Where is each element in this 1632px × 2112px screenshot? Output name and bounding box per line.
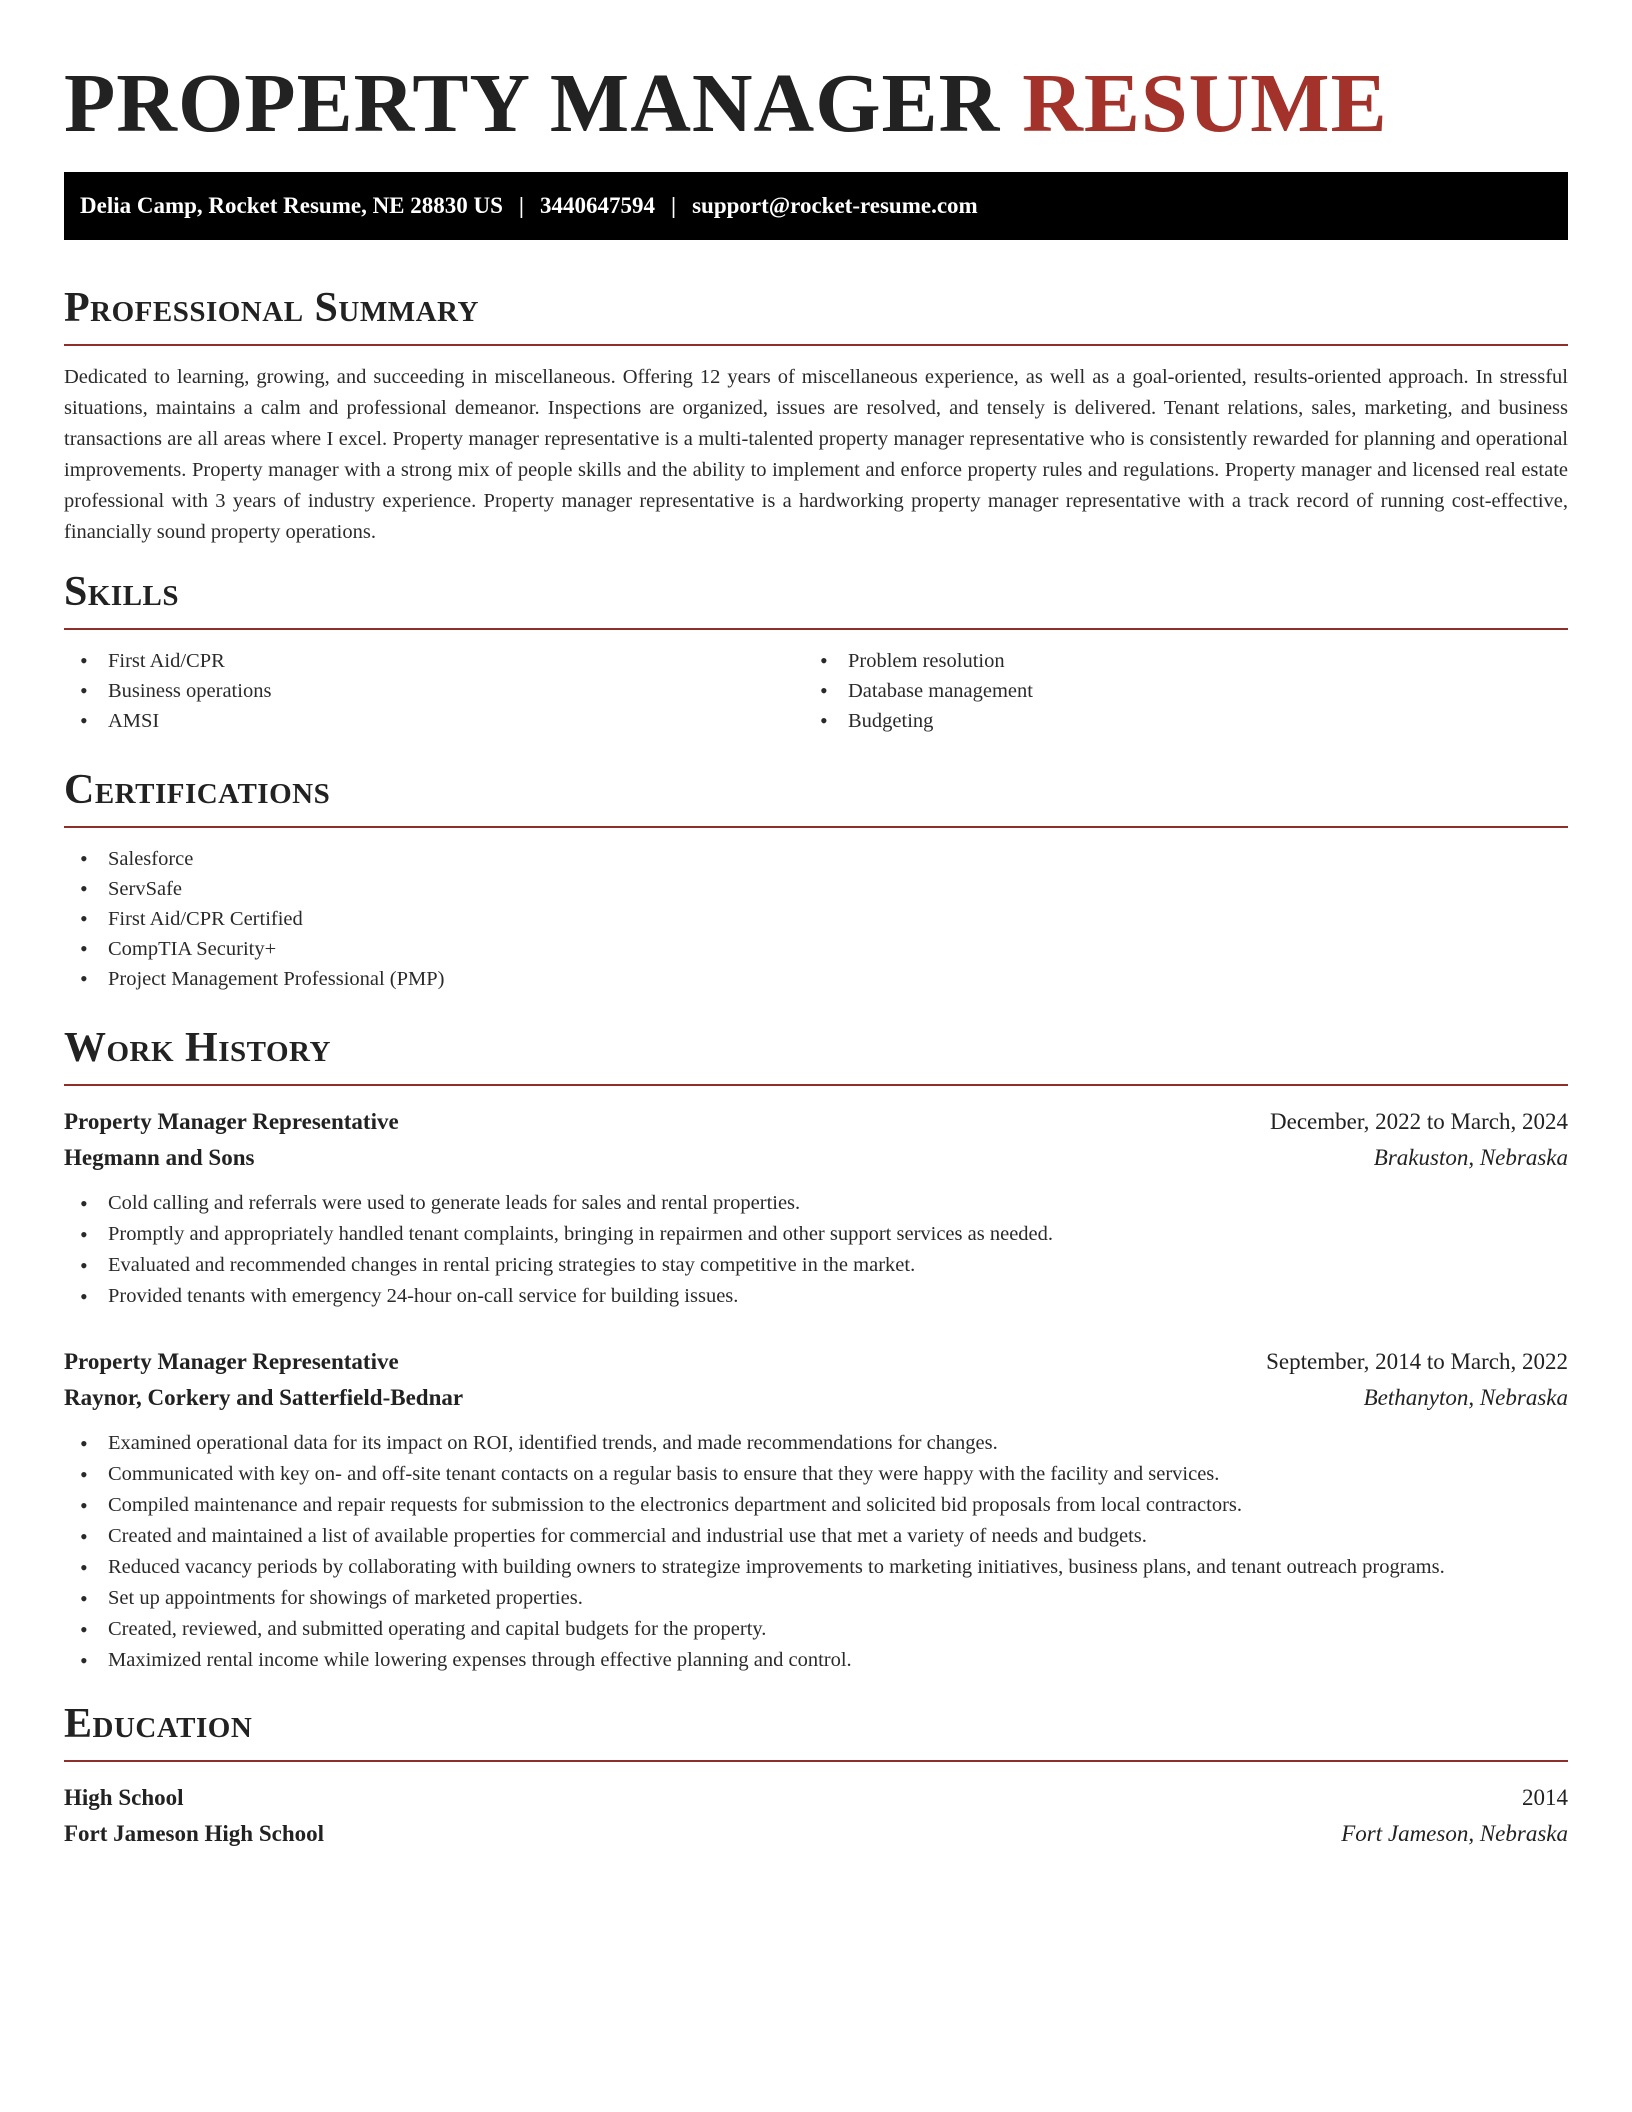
job-bullet: • Provided tenants with emergency 24-hour on-call service for building issues. <box>64 1281 1568 1312</box>
summary-text: Dedicated to learning, growing, and succeeding in miscellaneous. Offering 12 years of miscellaneous experience, as well as a goal-oriented, results-oriented approach. In stressful situations, maintains a calm and professional demeanor. Inspections are organized, issues are resolved, and tensely is delivered. Tenant relations, sales, marketing, and business transactions are all areas where I excel. Property manager representative is a multi-talented property manager representative who is consistently rewarded for planning and operational improvements. Property manager with a strong mix of people skills and the ability to implement and enforce property rules and regulations. Property manager and licensed real estate professional with 3 years of industry experience. Property manager representative is a hardworking property manager representative with a track record of running cost-effective, financially sound property operations. <box>64 366 1568 543</box>
skills-grid <box>64 646 1568 736</box>
skill-item: • Budgeting <box>804 706 1544 736</box>
contact-separator: | <box>518 193 524 218</box>
job-bullet: • Promptly and appropriately handled tenant complaints, bringing in repairmen and other support services as needed. <box>64 1219 1568 1250</box>
summary-section-header <box>64 286 1568 346</box>
job-dates: September, 2014 to March, 2022 <box>1266 1349 1568 1374</box>
job-bullet: • Created and maintained a list of available properties for commercial and industrial use that met a variety of needs and budgets. <box>64 1521 1568 1552</box>
certification-item: • ServSafe <box>64 874 1568 904</box>
skill-item: • Problem resolution <box>804 646 1544 676</box>
certifications-section-header <box>64 768 1568 828</box>
job-entry <box>64 1104 1568 1312</box>
education-entry <box>64 1780 1568 1852</box>
job-bullet: • Created, reviewed, and submitted operating and capital budgets for the property. <box>64 1614 1568 1645</box>
section-divider <box>64 1084 1568 1086</box>
education-section-header <box>64 1702 1568 1762</box>
work-heading: Work History <box>64 1025 331 1071</box>
education-year: 2014 <box>1522 1785 1568 1810</box>
job-location: Brakuston, Nebraska <box>1373 1145 1568 1170</box>
education-heading: Education <box>64 1701 253 1747</box>
skill-item: • Business operations <box>64 676 804 706</box>
education-header-row <box>64 1780 1568 1816</box>
summary-heading: Professional Summary <box>64 285 479 331</box>
job-header-row <box>64 1344 1568 1380</box>
certification-item: • Salesforce <box>64 844 1568 874</box>
skills-heading: Skills <box>64 569 180 615</box>
certification-item: • Project Management Professional (PMP) <box>64 964 1568 994</box>
job-bullet: • Evaluated and recommended changes in rental pricing strategies to stay competitive in the market. <box>64 1250 1568 1281</box>
skills-section-header <box>64 570 1568 630</box>
job-title: Property Manager Representative <box>64 1109 399 1134</box>
job-company-row <box>64 1140 1568 1176</box>
job-company: Raynor, Corkery and Satterfield-Bednar <box>64 1385 464 1410</box>
skills-list-right <box>804 646 1544 736</box>
section-divider <box>64 826 1568 828</box>
job-bullets <box>64 1428 1568 1676</box>
section-divider <box>64 628 1568 630</box>
contact-bar <box>64 172 1568 240</box>
job-company: Hegmann and Sons <box>64 1145 255 1170</box>
education-degree: High School <box>64 1785 184 1810</box>
job-bullet: • Reduced vacancy periods by collaborating with building owners to strategize improvements to marketing initiatives, business plans, and tenant outreach programs. <box>64 1552 1568 1583</box>
title-main: PROPERTY MANAGER <box>64 57 1001 150</box>
work-section-header <box>64 1026 1568 1086</box>
skill-item: • Database management <box>804 676 1544 706</box>
contact-phone: 3440647594 <box>540 193 655 218</box>
job-bullet: • Set up appointments for showings of marketed properties. <box>64 1583 1568 1614</box>
education-school: Fort Jameson High School <box>64 1821 325 1846</box>
education-school-row <box>64 1816 1568 1852</box>
job-dates: December, 2022 to March, 2024 <box>1270 1109 1568 1134</box>
job-location: Bethanyton, Nebraska <box>1363 1385 1568 1410</box>
education-location: Fort Jameson, Nebraska <box>1341 1821 1568 1846</box>
skill-item: • First Aid/CPR <box>64 646 804 676</box>
certification-item: • First Aid/CPR Certified <box>64 904 1568 934</box>
skills-list-left <box>64 646 804 736</box>
job-header-row <box>64 1104 1568 1140</box>
section-divider <box>64 344 1568 346</box>
job-bullets <box>64 1188 1568 1312</box>
contact-address: Delia Camp, Rocket Resume, NE 28830 US <box>80 193 503 218</box>
job-bullet: • Cold calling and referrals were used to generate leads for sales and rental properties. <box>64 1188 1568 1219</box>
contact-email: support@rocket-resume.com <box>692 193 978 218</box>
certification-item: • CompTIA Security+ <box>64 934 1568 964</box>
skill-item: • AMSI <box>64 706 804 736</box>
contact-separator: | <box>671 193 677 218</box>
job-company-row <box>64 1380 1568 1416</box>
page-title <box>64 56 1568 152</box>
job-bullet: • Communicated with key on- and off-site tenant contacts on a regular basis to ensure that they were happy with the facility and services. <box>64 1459 1568 1490</box>
job-entry <box>64 1344 1568 1676</box>
certifications-heading: Certifications <box>64 767 331 813</box>
certifications-list <box>64 844 1568 994</box>
job-title: Property Manager Representative <box>64 1349 399 1374</box>
job-bullet: • Maximized rental income while lowering expenses through effective planning and control. <box>64 1645 1568 1676</box>
job-bullet: • Compiled maintenance and repair requests for submission to the electronics department and solicited bid proposals from local contractors. <box>64 1490 1568 1521</box>
title-accent: RESUME <box>1022 57 1388 150</box>
job-bullet: • Examined operational data for its impact on ROI, identified trends, and made recommendations for changes. <box>64 1428 1568 1459</box>
section-divider <box>64 1760 1568 1762</box>
